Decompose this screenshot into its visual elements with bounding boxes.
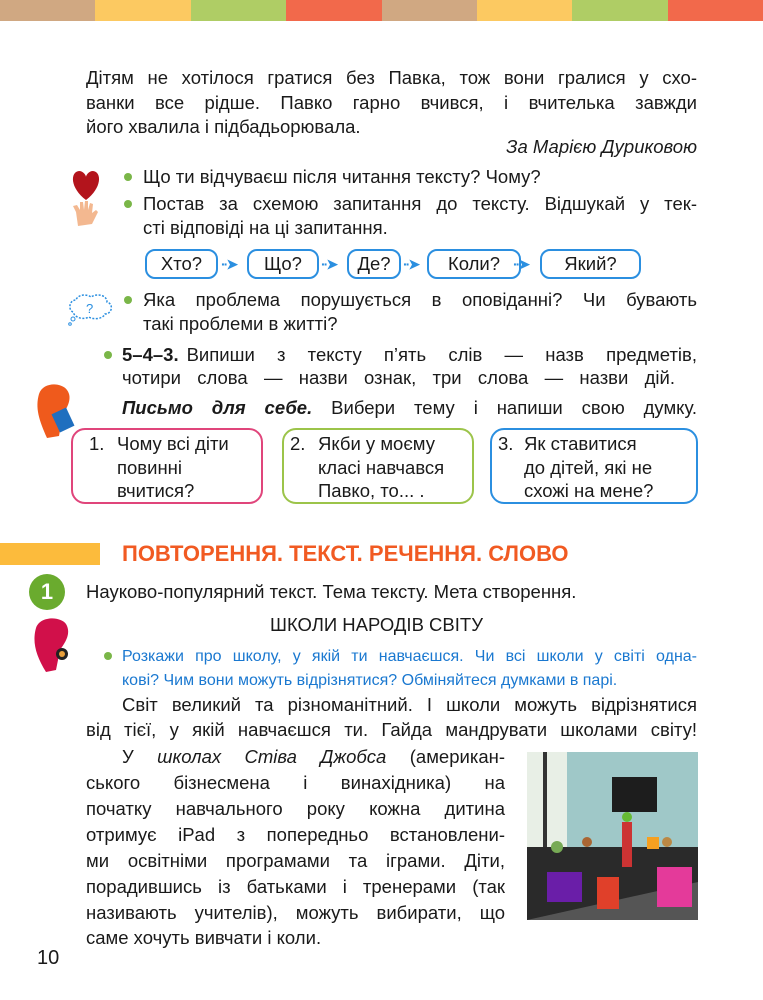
paragraph-line: Світ великий та різноманітний. І школи можуть відрізнятися [122,694,697,715]
topic-line: Чому всі діти [117,433,229,454]
bullet [124,200,132,208]
discussion-prompt: кові? Чим вони можуть відрізнятися? Обміняйтеся думками в парі. [122,672,618,689]
thought-bubble-question-icon [67,292,117,328]
classroom-photo [527,752,698,920]
paragraph-line: від тієї, у якій навчаєшся ти. Гайда мандрувати школами світу! [86,719,697,740]
story-author: За Марією Дуриковою [506,136,697,157]
chain-which: Який? [540,249,641,279]
topic-number: 1. [89,433,105,454]
stripe-segment [286,0,382,21]
section-title: ПОВТОРЕННЯ. ТЕКСТ. РЕЧЕННЯ. СЛОВО [122,541,569,566]
arrow-icon: ··➤ [403,256,419,272]
paragraph-line: ського бізнесмена і винахідника) на [86,772,505,793]
question-2: Постав за схемою запитання до тексту. Відшукай у тек- [143,193,697,214]
bullet [104,652,112,660]
paragraph-line: саме хочуть вивчати і коли. [86,927,322,948]
mascot-cup-icon [30,614,80,674]
heart-hand-icon [68,166,104,232]
letter-text: Вибери тему і напиши свою думку. [331,397,698,418]
arrow-icon: ··➤ [321,256,337,272]
topic-number: 2. [290,433,306,454]
chain-who: Хто? [145,249,218,279]
paragraph-line [122,745,505,769]
text: У [122,746,158,767]
svg-text:?: ? [86,301,94,316]
topic-card-1 [71,428,263,504]
bullet [124,173,132,181]
task-number: 5–4–3. [122,344,179,365]
arrow-icon: ··➤ [513,256,529,272]
paragraph-line: порадившись із батьками і тренерами (так [86,876,505,897]
topic-line: вчитися? [117,480,195,501]
topic-line: класі навчався [318,457,445,478]
question-4 [122,343,697,367]
text: (американ- [386,746,505,767]
story-line: ванки все рідше. Павко гарно вчився, і вчителька завжди [86,92,697,113]
section-marker [0,543,100,565]
topic-line: до дітей, які не [524,457,653,478]
stripe-segment [572,0,668,21]
text-title: ШКОЛИ НАРОДІВ СВІТУ [270,614,483,635]
paragraph-line: отримує iPad з попередньо встановлени- [86,824,505,845]
stripe-segment [0,0,96,21]
question-4-text: Випиши з тексту п’ять слів — назв предметів, [186,344,697,365]
topic-line: Як ставитися [524,433,637,454]
chain-when: Коли? [427,249,521,279]
chain-what: Що? [247,249,319,279]
story-line: Дітям не хотілося гратися без Павка, тож вони гралися у схо- [86,67,697,88]
topic-card-3 [490,428,698,504]
discussion-prompt: Розкажи про школу, у якій ти навчаєшся. Чи всі школи у світі одна- [122,648,697,665]
page-number: 10 [37,947,60,969]
exercise-number-badge: 1 [29,574,65,610]
topic-line: Павко, то... . [318,480,425,501]
topic-line: схожі на мене? [524,480,654,501]
paragraph-line: початку навчального року кожна дитина [86,798,505,819]
question-3: такі проблеми в житті? [143,313,338,334]
topic-card-2 [282,428,474,504]
question-3: Яка проблема порушується в оповіданні? Чи бувають [143,289,697,310]
question-2: сті відповіді на ці запитання. [143,217,388,238]
topic-number: 3. [498,433,514,454]
stripe-segment [668,0,763,21]
bullet [104,351,112,359]
stripe-segment [477,0,573,21]
stripe-segment [382,0,478,21]
topic-line: повинні [117,457,183,478]
stripe-segment [95,0,191,21]
stripe-segment [191,0,287,21]
letter-title: Письмо для себе. [122,397,313,418]
italic-term: школах Стіва Джобса [157,746,387,767]
story-line: його хвалила і підбадьорювала. [86,116,361,137]
question-1: Що ти відчуваєш після читання тексту? Чому? [143,166,541,187]
paragraph-line: ми освітніми програмами та іграми. Діти, [86,850,505,871]
bullet [124,296,132,304]
arrow-icon: ··➤ [221,256,237,272]
paragraph-line: називають учителів), можуть вибирати, що [86,902,505,923]
mascot-book-icon [33,380,79,440]
letter-task [122,396,697,420]
chain-where: Де? [347,249,401,279]
question-4-text: чотири слова — назви ознак, три слова — назви дій. [122,367,675,388]
exercise-subtitle: Науково-популярний текст. Тема тексту. Мета створення. [86,581,577,602]
topic-line: Якби у моєму [318,433,435,454]
